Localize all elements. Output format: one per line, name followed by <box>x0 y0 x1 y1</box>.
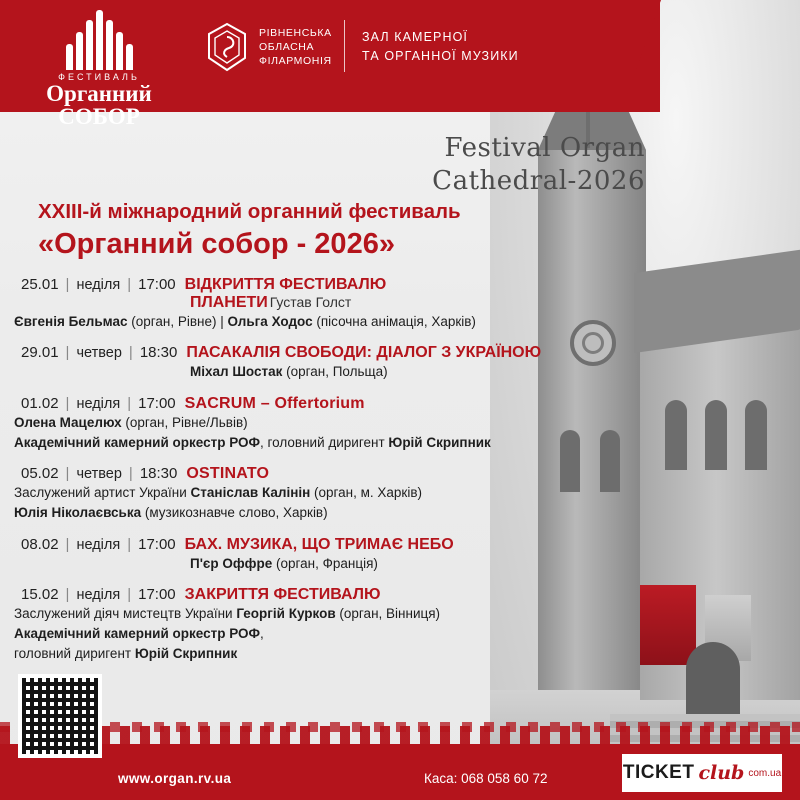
window-icon <box>665 400 687 470</box>
separator: | <box>127 585 132 603</box>
hall-name <box>362 28 519 66</box>
event-weekday: неділя <box>76 536 121 553</box>
english-title-line-1: Festival Organ <box>444 133 645 163</box>
event-time: 17:00 <box>138 535 176 553</box>
philharmonic-name <box>259 26 332 69</box>
event-performers: Євгенія Бельмас (орган, Рівне) | Ольга Ходос (пісочна анімація, Харків) <box>14 314 476 329</box>
separator: | <box>127 535 132 553</box>
event-title: ЗАКРИТТЯ ФЕСТИВАЛЮ <box>184 585 381 603</box>
event-title: ПАСАКАЛІЯ СВОБОДИ: ДІАЛОГ З УКРАЇНОЮ <box>186 344 542 362</box>
qr-code-pattern <box>22 678 98 754</box>
event-item <box>14 536 654 574</box>
separator: | <box>65 585 70 603</box>
festival-main-title: «Органний собор - 2026» <box>38 228 395 260</box>
event-item <box>14 344 654 382</box>
event-performers-2: Академічний камерний оркестр РОФ, головний диригент Юрій Скрипник <box>14 434 491 450</box>
event-date: 25.01 <box>21 276 59 293</box>
philharmonic-line-2: ОБЛАСНА <box>259 40 315 53</box>
festival-logo <box>24 8 174 129</box>
header-band <box>0 0 660 130</box>
box-office-phone: Каса: 068 058 60 72 <box>424 771 548 786</box>
event-performers-3: головний диригент Юрій Скрипник <box>14 646 238 662</box>
hall-line-2: ТА ОРГАННОЇ МУЗИКИ <box>362 48 519 63</box>
english-title-line-2: Cathedral-2026 <box>432 165 645 196</box>
ticket-logo-part-3: com.ua <box>748 767 782 779</box>
separator: | <box>65 344 70 362</box>
footer-pattern <box>0 726 800 744</box>
event-date: 15.02 <box>21 585 59 603</box>
event-item <box>14 465 654 524</box>
philharmonic-block <box>205 22 332 72</box>
event-performers: Заслужений артист України Станіслав Калінін (орган, м. Харків) <box>14 485 422 500</box>
festival-logo-small-label: ФЕСТИВАЛЬ <box>58 72 140 82</box>
window-icon <box>705 400 727 470</box>
website-link[interactable]: www.organ.rv.ua <box>118 771 232 786</box>
separator: | <box>65 465 70 482</box>
event-title: OSTINATO <box>186 465 270 482</box>
separator: | <box>65 394 70 412</box>
event-title: SACRUM – Offertorium <box>184 394 365 412</box>
separator: | <box>127 394 132 412</box>
event-schedule <box>14 276 654 677</box>
festival-logo-title-2: СОБОР <box>58 104 140 130</box>
philharmonic-logo-icon <box>205 22 249 72</box>
event-weekday: неділя <box>76 586 121 603</box>
event-performers: Заслужений діяч мистецтв України Георгій Курков (орган, Вінниця) <box>14 605 441 621</box>
event-date: 05.02 <box>21 465 59 482</box>
event-performers: П'єр Оффре (орган, Франція) <box>190 555 378 571</box>
separator: | <box>127 276 132 293</box>
event-time: 18:30 <box>139 465 178 482</box>
qr-code[interactable] <box>18 674 102 758</box>
event-performers-2: Юлія Ніколаєвська (музикознавче слово, Харків) <box>14 505 328 521</box>
event-weekday: неділя <box>76 395 121 412</box>
event-title: БАХ. МУЗИКА, ЩО ТРИМАЄ НЕБО <box>184 535 454 553</box>
philharmonic-line-1: РІВНЕНСЬКА <box>259 26 332 39</box>
event-date: 01.02 <box>21 394 59 412</box>
event-title-line-2: ПЛАНЕТИ <box>190 294 268 311</box>
event-item <box>14 276 654 332</box>
event-time: 18:30 <box>139 344 178 362</box>
english-festival-title <box>432 132 645 197</box>
separator: | <box>128 344 133 362</box>
separator: | <box>65 535 70 553</box>
event-weekday: четвер <box>76 466 122 482</box>
philharmonic-line-3: ФІЛАРМОНІЯ <box>259 55 332 68</box>
event-performers: Міхал Шостак (орган, Польща) <box>190 364 388 380</box>
ticket-logo-part-1: TICKET <box>622 762 695 783</box>
event-weekday: четвер <box>76 345 122 362</box>
festival-subtitle: XXIII-й міжнародний органний фестиваль <box>38 200 461 223</box>
hall-line-1: ЗАЛ КАМЕРНОЇ <box>362 30 468 44</box>
event-item <box>14 586 654 665</box>
event-title: ВІДКРИТТЯ ФЕСТИВАЛЮ <box>184 276 387 293</box>
window-icon <box>745 400 767 470</box>
event-composer: Густав Голст <box>269 294 352 310</box>
event-time: 17:00 <box>138 585 176 603</box>
organ-pipes-icon <box>24 8 174 70</box>
event-item <box>14 395 654 454</box>
event-performers-2: Академічний камерний оркестр РОФ, <box>14 626 264 641</box>
ticket-club-logo[interactable] <box>622 754 782 792</box>
event-time: 17:00 <box>138 276 176 293</box>
cathedral-door <box>686 642 740 714</box>
event-date: 29.01 <box>21 344 59 362</box>
festival-logo-title-1: Органний <box>46 81 152 106</box>
event-date: 08.02 <box>21 535 59 553</box>
ticket-logo-part-2: club <box>698 762 745 784</box>
header-divider <box>344 20 345 72</box>
event-weekday: неділя <box>76 277 121 293</box>
event-performers: Олена Мацелюх (орган, Рівне/Львів) <box>14 414 248 430</box>
event-time: 17:00 <box>138 394 176 412</box>
separator: | <box>128 465 133 482</box>
separator: | <box>65 276 70 293</box>
